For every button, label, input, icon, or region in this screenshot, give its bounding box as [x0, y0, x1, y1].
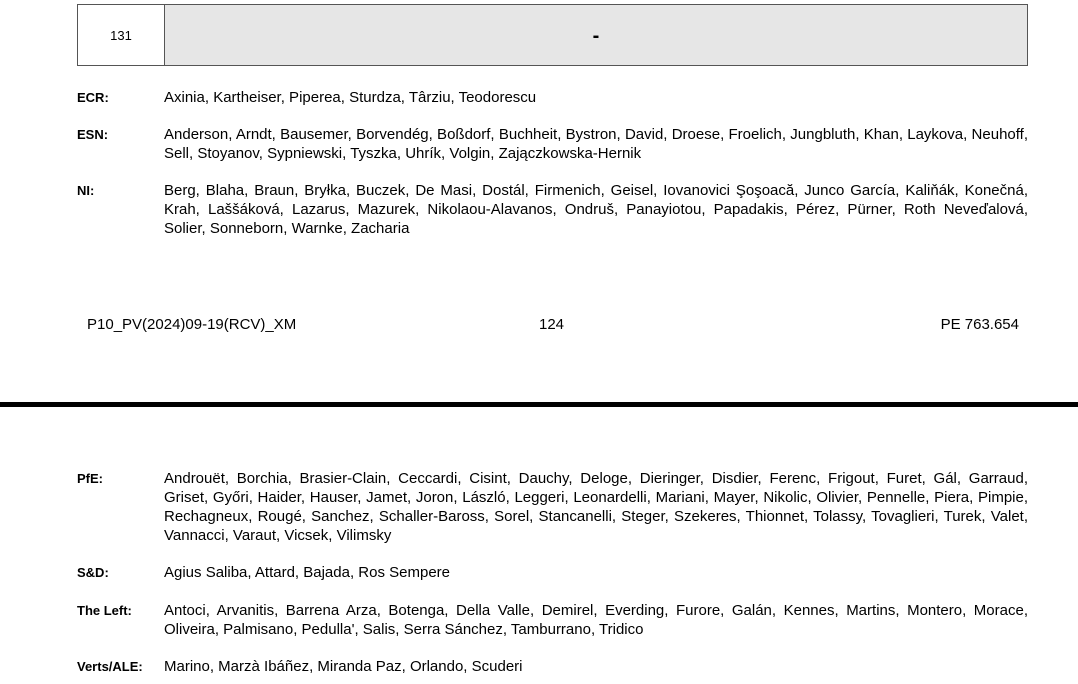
group-members: Antoci, Arvanitis, Barrena Arza, Botenga, Della Valle, Demirel, Everding, Furore, Galán, Kennes, Martins, Montero, Morace, Oliveira, Palmisano, Pedulla', Salis, Serra Sánchez, Tamburrano, Tridico: [164, 602, 1028, 638]
group-members: Agius Saliba, Attard, Bajada, Ros Sempere: [164, 564, 450, 581]
group-label: PfE:: [77, 471, 103, 486]
group-ecr: [77, 88, 1028, 107]
vote-result-row: [77, 4, 1028, 66]
page-divider: [0, 402, 1078, 407]
group-label: ESN:: [77, 127, 109, 142]
group-label: Verts/ALE:: [77, 659, 143, 674]
page-footer: [87, 315, 1019, 334]
group-members: Anderson, Arndt, Bausemer, Borvendég, Boßdorf, Buchheit, Bystron, David, Droese, Froelich, Jungbluth, Khan, Laykova, Neuhoff, Sell, Stoyanov, Sypniewski, Tyszka, Uhrík, Volgin, Zajączkowska-Hernik: [164, 126, 1028, 162]
page-number: 124: [539, 316, 565, 333]
group-esn: [77, 125, 1028, 163]
group-label: ECR:: [77, 90, 109, 105]
group-verts-ale: [77, 657, 1028, 676]
group-pfe: [77, 469, 1028, 545]
group-the-left: [77, 601, 1028, 639]
group-ni: [77, 181, 1028, 238]
group-label: The Left:: [77, 603, 132, 618]
group-label: S&D:: [77, 565, 109, 580]
group-members: Androuët, Borchia, Brasier-Clain, Ceccardi, Cisint, Dauchy, Deloge, Dieringer, Disdier, Ferenc, Frigout, Furet, Gál, Garraud, Griset, Győri, Haider, Hauser, Jamet, Joron, László, Leggeri, Leonardelli, Mariani, Mayer, Nikolic, Olivier, Pennelle, Piera, Pimpie, Rechagneux, Rougé, Sanchez, Schaller-Baross, Sorel, Stancanelli, Steger, Szekeres, Thionnet, Tolassy, Tovaglieri, Turek, Valet, Vannacci, Varaut, Vicsek, Vilimsky: [164, 470, 1028, 544]
group-members: Marino, Marzà Ibáñez, Miranda Paz, Orlando, Scuderi: [164, 658, 523, 675]
group-label: NI:: [77, 183, 95, 198]
group-sd: [77, 563, 1028, 582]
vote-number: 131: [78, 5, 165, 65]
group-members: Axinia, Kartheiser, Piperea, Sturdza, Târziu, Teodorescu: [164, 89, 537, 106]
document-reference: P10_PV(2024)09-19(RCV)_XM: [87, 316, 297, 333]
pe-number: PE 763.654: [940, 316, 1019, 333]
group-members: Berg, Blaha, Braun, Bryłka, Buczek, De Masi, Dostál, Firmenich, Geisel, Iovanovici Şoşoacă, Junco García, Kaliňák, Konečná, Krah, Laššáková, Lazarus, Mazurek, Nikolaou-Alavanos, Ondruš, Panayiotou, Papadakis, Pérez, Pürner, Roth Neveďalová, Solier, Sonneborn, Warnke, Zacharia: [164, 182, 1028, 237]
vote-result-symbol: -: [165, 5, 1027, 65]
